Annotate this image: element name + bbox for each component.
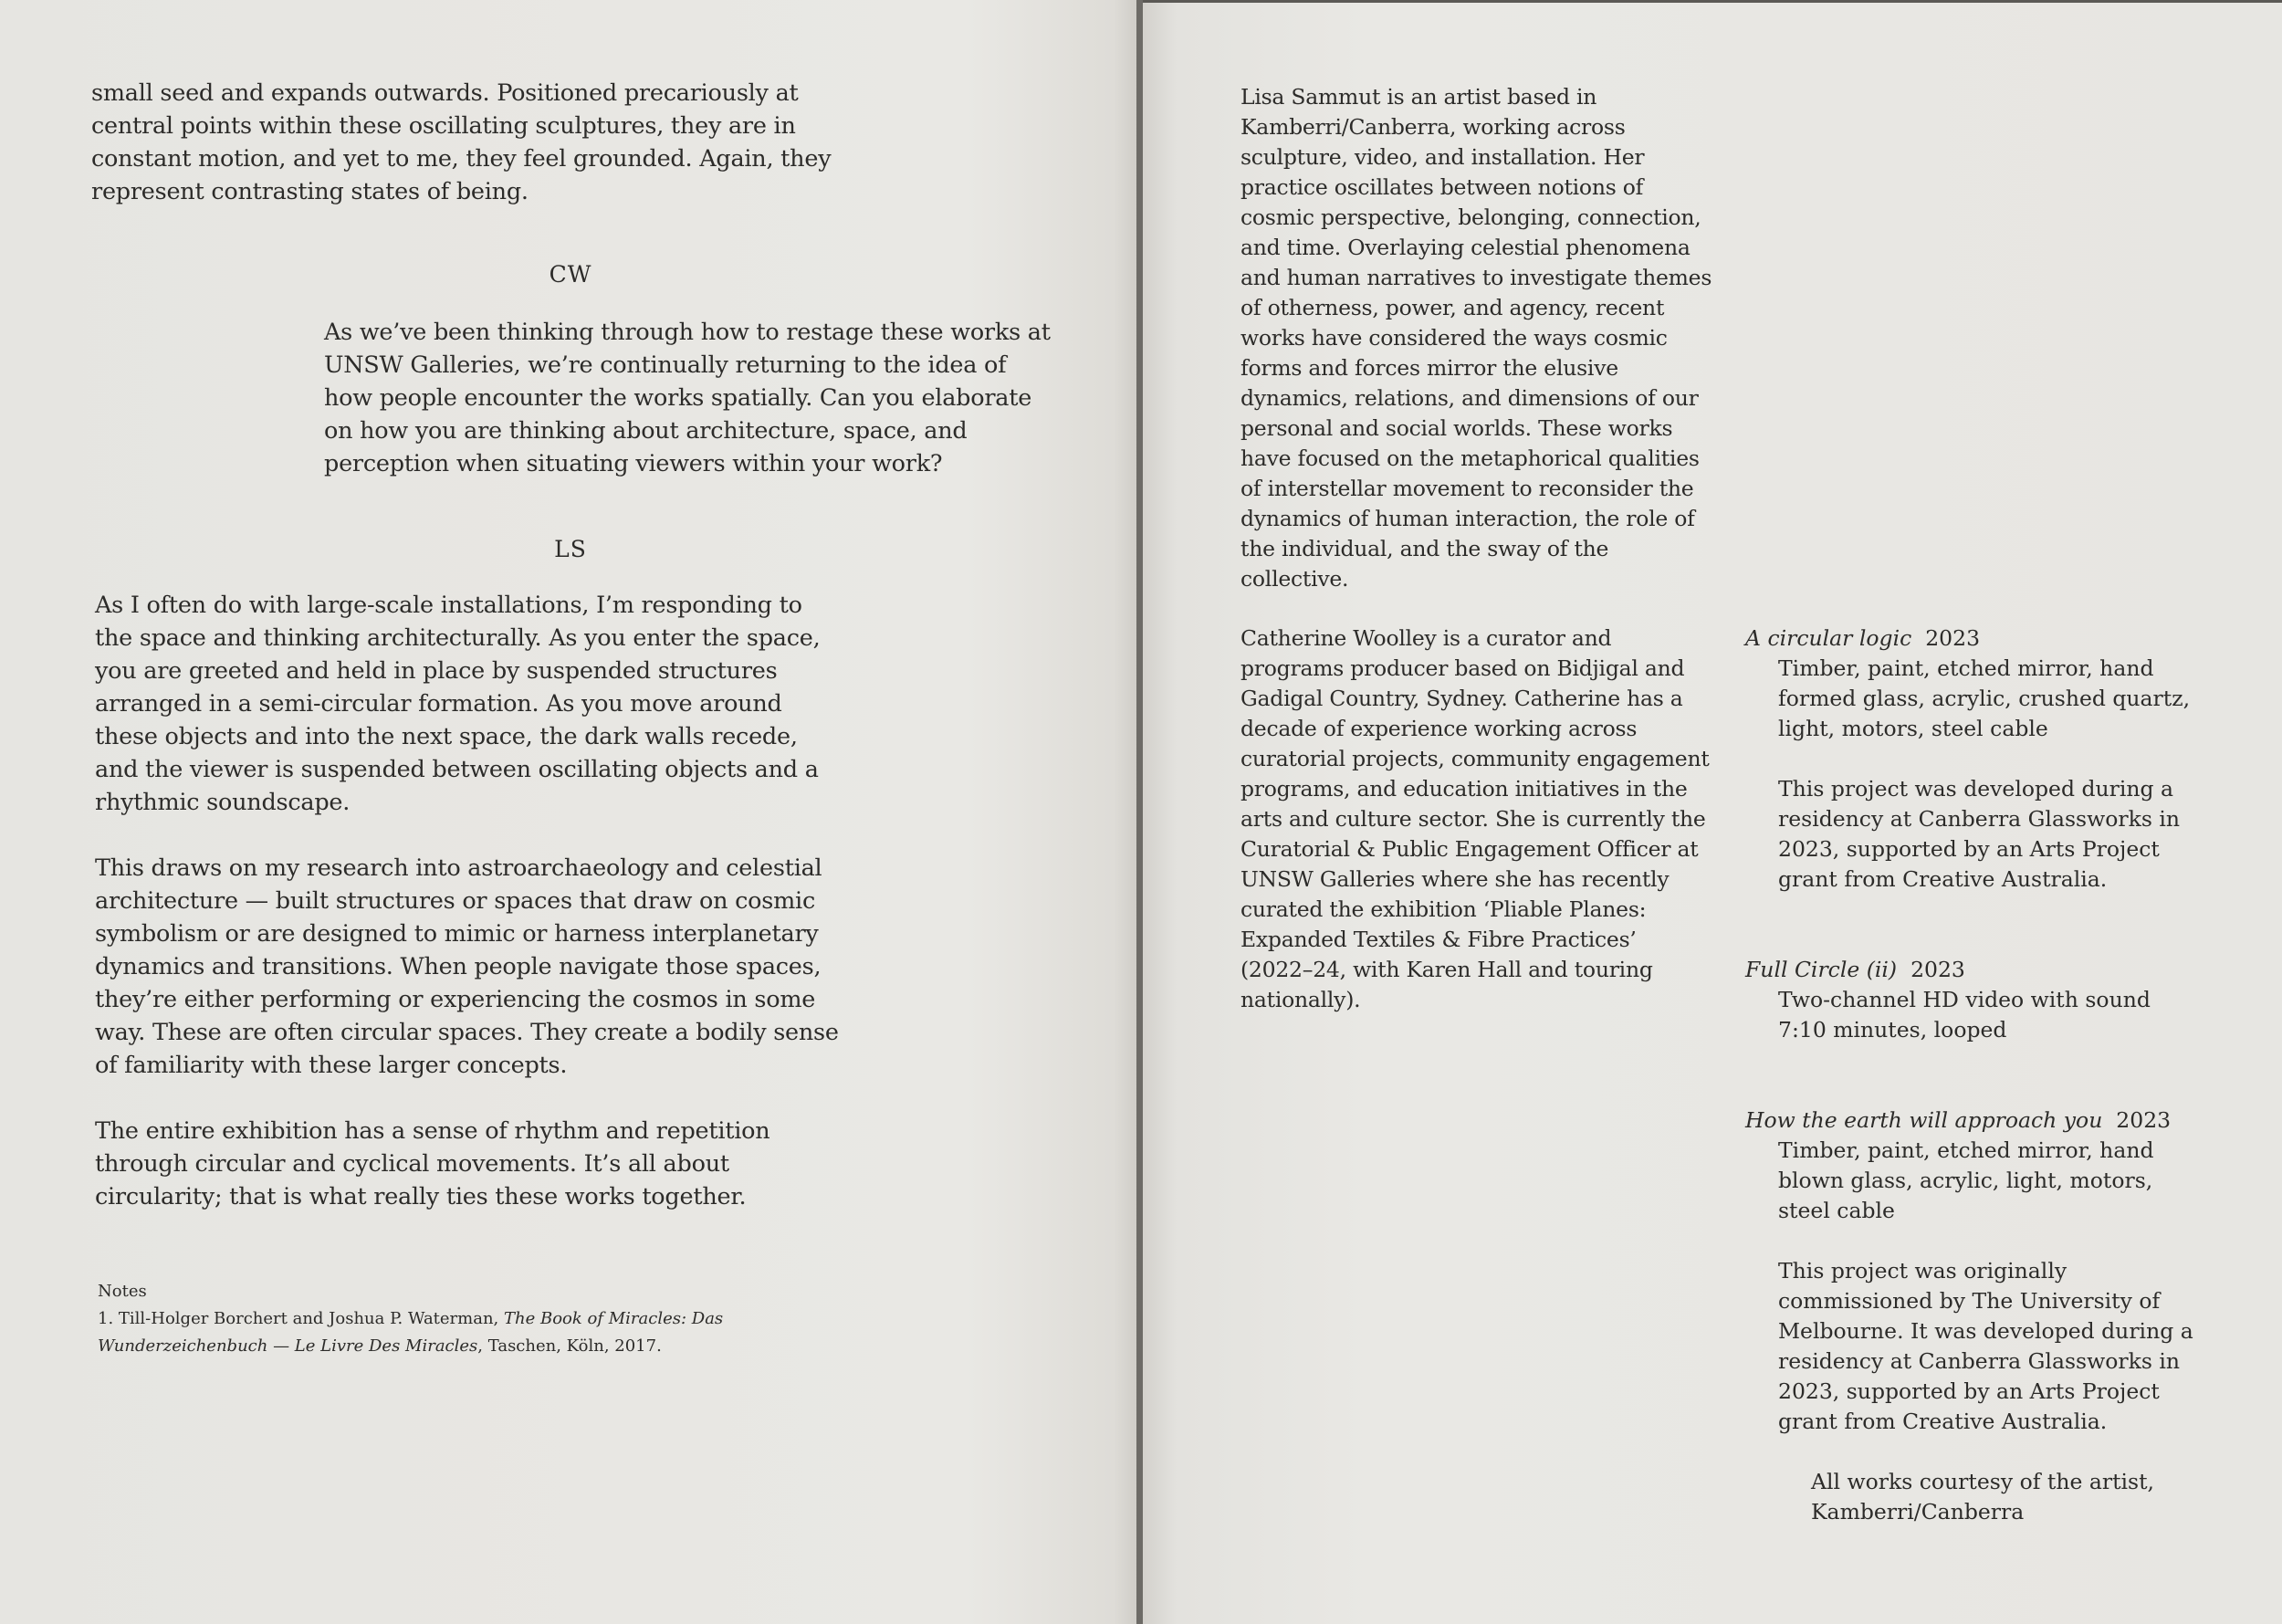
work-materials: Timber, paint, etched mirror, hand formed glass, acrylic, crushed quartz, light, motors, steel cable — [1778, 655, 2191, 741]
curator-bio-text: Catherine Woolley is a curator and programs producer based on Bidjigal and Gadigal Country, Sydney. Catherine has a decade of experience working across curatorial projects, community engagement programs, and education initiatives in the arts and culture sector. She is currently the Curatorial & Public Engagement Officer at UNSW Galleries where she has recently curated the exhibition ‘Pliable Planes: Expanded Textiles & Fibre Practices’ (2022–24, with Karen Hall and touring nationally). — [1240, 625, 1710, 1012]
footnote-prefix: 1. Till-Holger Borchert and Joshua P. Waterman, — [98, 1309, 504, 1328]
intro-paragraph — [91, 77, 840, 208]
footnote-book-title: The Book of Miracles: Das Wunderzeichenbuch — [98, 1309, 724, 1356]
work-year: 2023 — [1910, 957, 1965, 982]
left-page — [0, 0, 1136, 1624]
footnote-separator: — — [267, 1336, 295, 1356]
work-item — [1745, 955, 2202, 1045]
answer-section — [95, 589, 843, 1213]
answer-paragraph: As I often do with large-scale installations, I’m responding to the space and thinking architecturally. As you enter the space, you are greeted and held in place by suspended structures arranged in a semi-circular formation. As you move around these objects and into the next space, the dark walls recede, and the viewer is suspended between oscillating objects and a rhythmic soundscape. — [95, 592, 821, 816]
artist-bio-text: Lisa Sammut is an artist based in Kamberri/Canberra, working across sculpture, video, and installation. Her practice oscillates between notions of cosmic perspective, belonging, connection, and time. Overlaying celestial phenomena and human narratives to investigate themes of otherness, power, and agency, recent works have considered the ways cosmic forms and forces mirror the elusive dynamics, relations, and dimensions of our personal and social worlds. These works have focused on the metaphorical qualities of interstellar movement to reconsider the dynamics of human interaction, the role of the individual, and the sway of the collective. — [1240, 84, 1712, 592]
work-title: A circular logic — [1745, 625, 1912, 651]
work-note: This project was developed during a residency at Canberra Glassworks in 2023, supported by an Arts Project grant from Creative Australia. — [1778, 776, 2180, 892]
work-materials: Timber, paint, etched mirror, hand blown glass, acrylic, light, motors, steel cable — [1778, 1137, 2154, 1223]
work-item — [1745, 1105, 2202, 1437]
footnote-suffix: , Taschen, Köln, 2017. — [477, 1336, 662, 1356]
work-heading — [1745, 1105, 2202, 1136]
work-heading — [1745, 623, 2202, 654]
book-gutter — [1136, 0, 1143, 1624]
work-title: Full Circle (ii) — [1745, 957, 1898, 982]
intro-text: small seed and expands outwards. Positioned precariously at central points within these oscillating sculptures, they are in constant motion, and yet to me, they feel grounded. Again, they represent contrasting states of being. — [91, 79, 832, 205]
speaker-label-ls: LS — [554, 536, 587, 562]
work-item — [1745, 623, 2202, 895]
question-text: As we’ve been thinking through how to restage these works at UNSW Galleries, we’re continually returning to the idea of how people encounter the works spatially. Can you elaborate on how you are thinking about architecture, space, and perception when situating viewers within your work? — [324, 319, 1051, 477]
footnote-book-subtitle: Le Livre Des Miracles — [294, 1336, 478, 1356]
speaker-label-cw: CW — [549, 261, 592, 288]
answer-paragraph: This draws on my research into astroarchaeology and celestial architecture — built structures or spaces that draw on cosmic symbolism or are designed to mimic or harness interplanetary dynamics and transitions. When people navigate those spaces, they’re either performing or experiencing the cosmos in some way. These are often circular spaces. They create a bodily sense of familiarity with these larger concepts. — [95, 854, 839, 1079]
work-duration: 7:10 minutes, looped — [1778, 1017, 2007, 1043]
work-note: This project was originally commissioned by The University of Melbourne. It was developed during a residency at Canberra Glassworks in 2023, supported by an Arts Project grant from Creative Australia. — [1778, 1258, 2193, 1434]
work-year: 2023 — [1925, 625, 1981, 651]
answer-paragraph: The entire exhibition has a sense of rhythm and repetition through circular and cyclical movements. It’s all about circularity; that is what really ties these works together. — [95, 1117, 770, 1210]
work-title: How the earth will approach you — [1745, 1107, 2103, 1133]
artist-bio — [1240, 82, 1715, 594]
footnote-1 — [98, 1309, 723, 1356]
work-materials: Two-channel HD video with sound 7:10 minutes, looped — [1778, 987, 2151, 1043]
notes-title: Notes — [98, 1282, 147, 1301]
question-paragraph — [324, 316, 1054, 480]
curator-bio — [1240, 623, 1715, 1015]
courtesy-line: All works courtesy of the artist, Kamberri/Canberra — [1811, 1469, 2155, 1524]
notes-section — [98, 1278, 791, 1360]
work-heading — [1745, 955, 2202, 985]
work-year: 2023 — [2116, 1107, 2172, 1133]
